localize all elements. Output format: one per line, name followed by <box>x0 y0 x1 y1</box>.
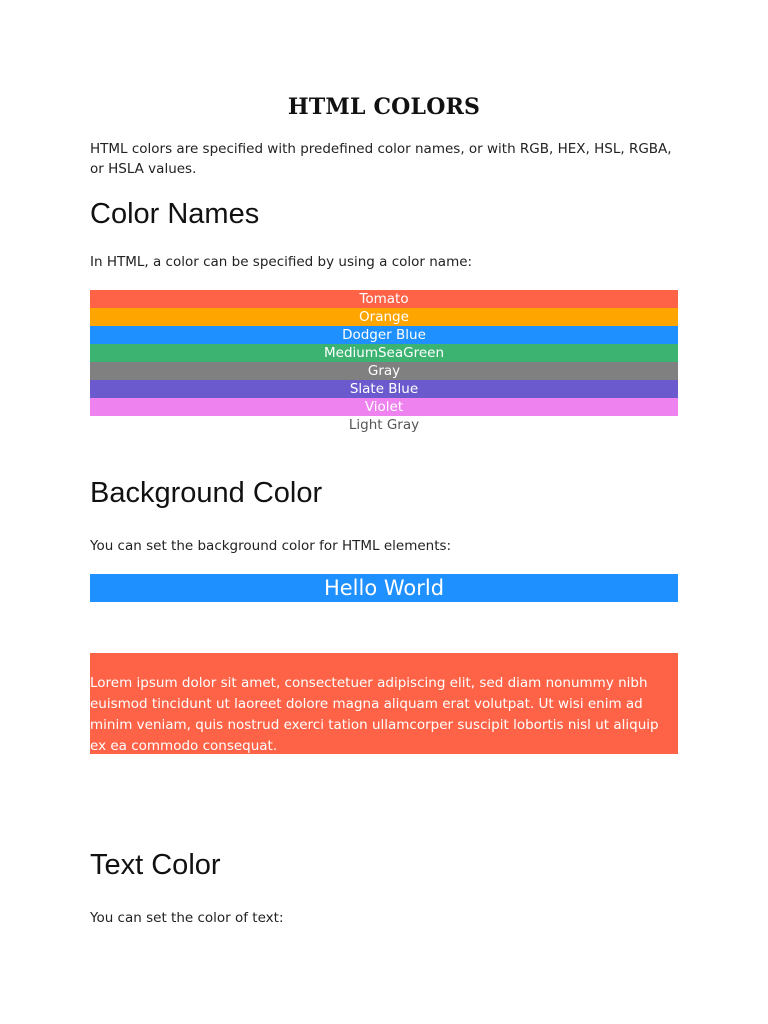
swatch-medium-sea-green: MediumSeaGreen <box>90 344 678 362</box>
heading-text-color: Text Color <box>90 849 221 881</box>
swatch-orange: Orange <box>90 308 678 326</box>
swatch-dodger-blue: Dodger Blue <box>90 326 678 344</box>
swatch-gray: Gray <box>90 362 678 380</box>
heading-color-names: Color Names <box>90 198 260 230</box>
text-color-text: You can set the color of text: <box>90 910 284 926</box>
intro-paragraph: HTML colors are specified with predefined color names, or with RGB, HEX, HSL, RGBA, or HSLA values. <box>90 141 672 177</box>
swatch-light-gray: Light Gray <box>90 416 678 434</box>
background-color-text: You can set the background color for HTML elements: <box>90 538 452 554</box>
swatch-tomato: Tomato <box>90 290 678 308</box>
heading-background-color: Background Color <box>90 477 323 509</box>
swatch-violet: Violet <box>90 398 678 416</box>
color-names-text: In HTML, a color can be specified by using a color name: <box>90 254 473 270</box>
page-title: HTML COLORS <box>287 94 481 120</box>
color-swatch-list <box>90 290 678 434</box>
hello-world-banner: Hello World <box>90 574 678 602</box>
swatch-slate-blue: Slate Blue <box>90 380 678 398</box>
lorem-paragraph-block: Lorem ipsum dolor sit amet, consectetuer adipiscing elit, sed diam nonummy nibh euismod tincidunt ut laoreet dolore magna aliquam erat volutpat. Ut wisi enim ad minim veniam, quis nostrud exerci tation ullamcorper suscipit lobortis nisl ut aliquip ex ea commodo consequat. <box>90 653 678 754</box>
